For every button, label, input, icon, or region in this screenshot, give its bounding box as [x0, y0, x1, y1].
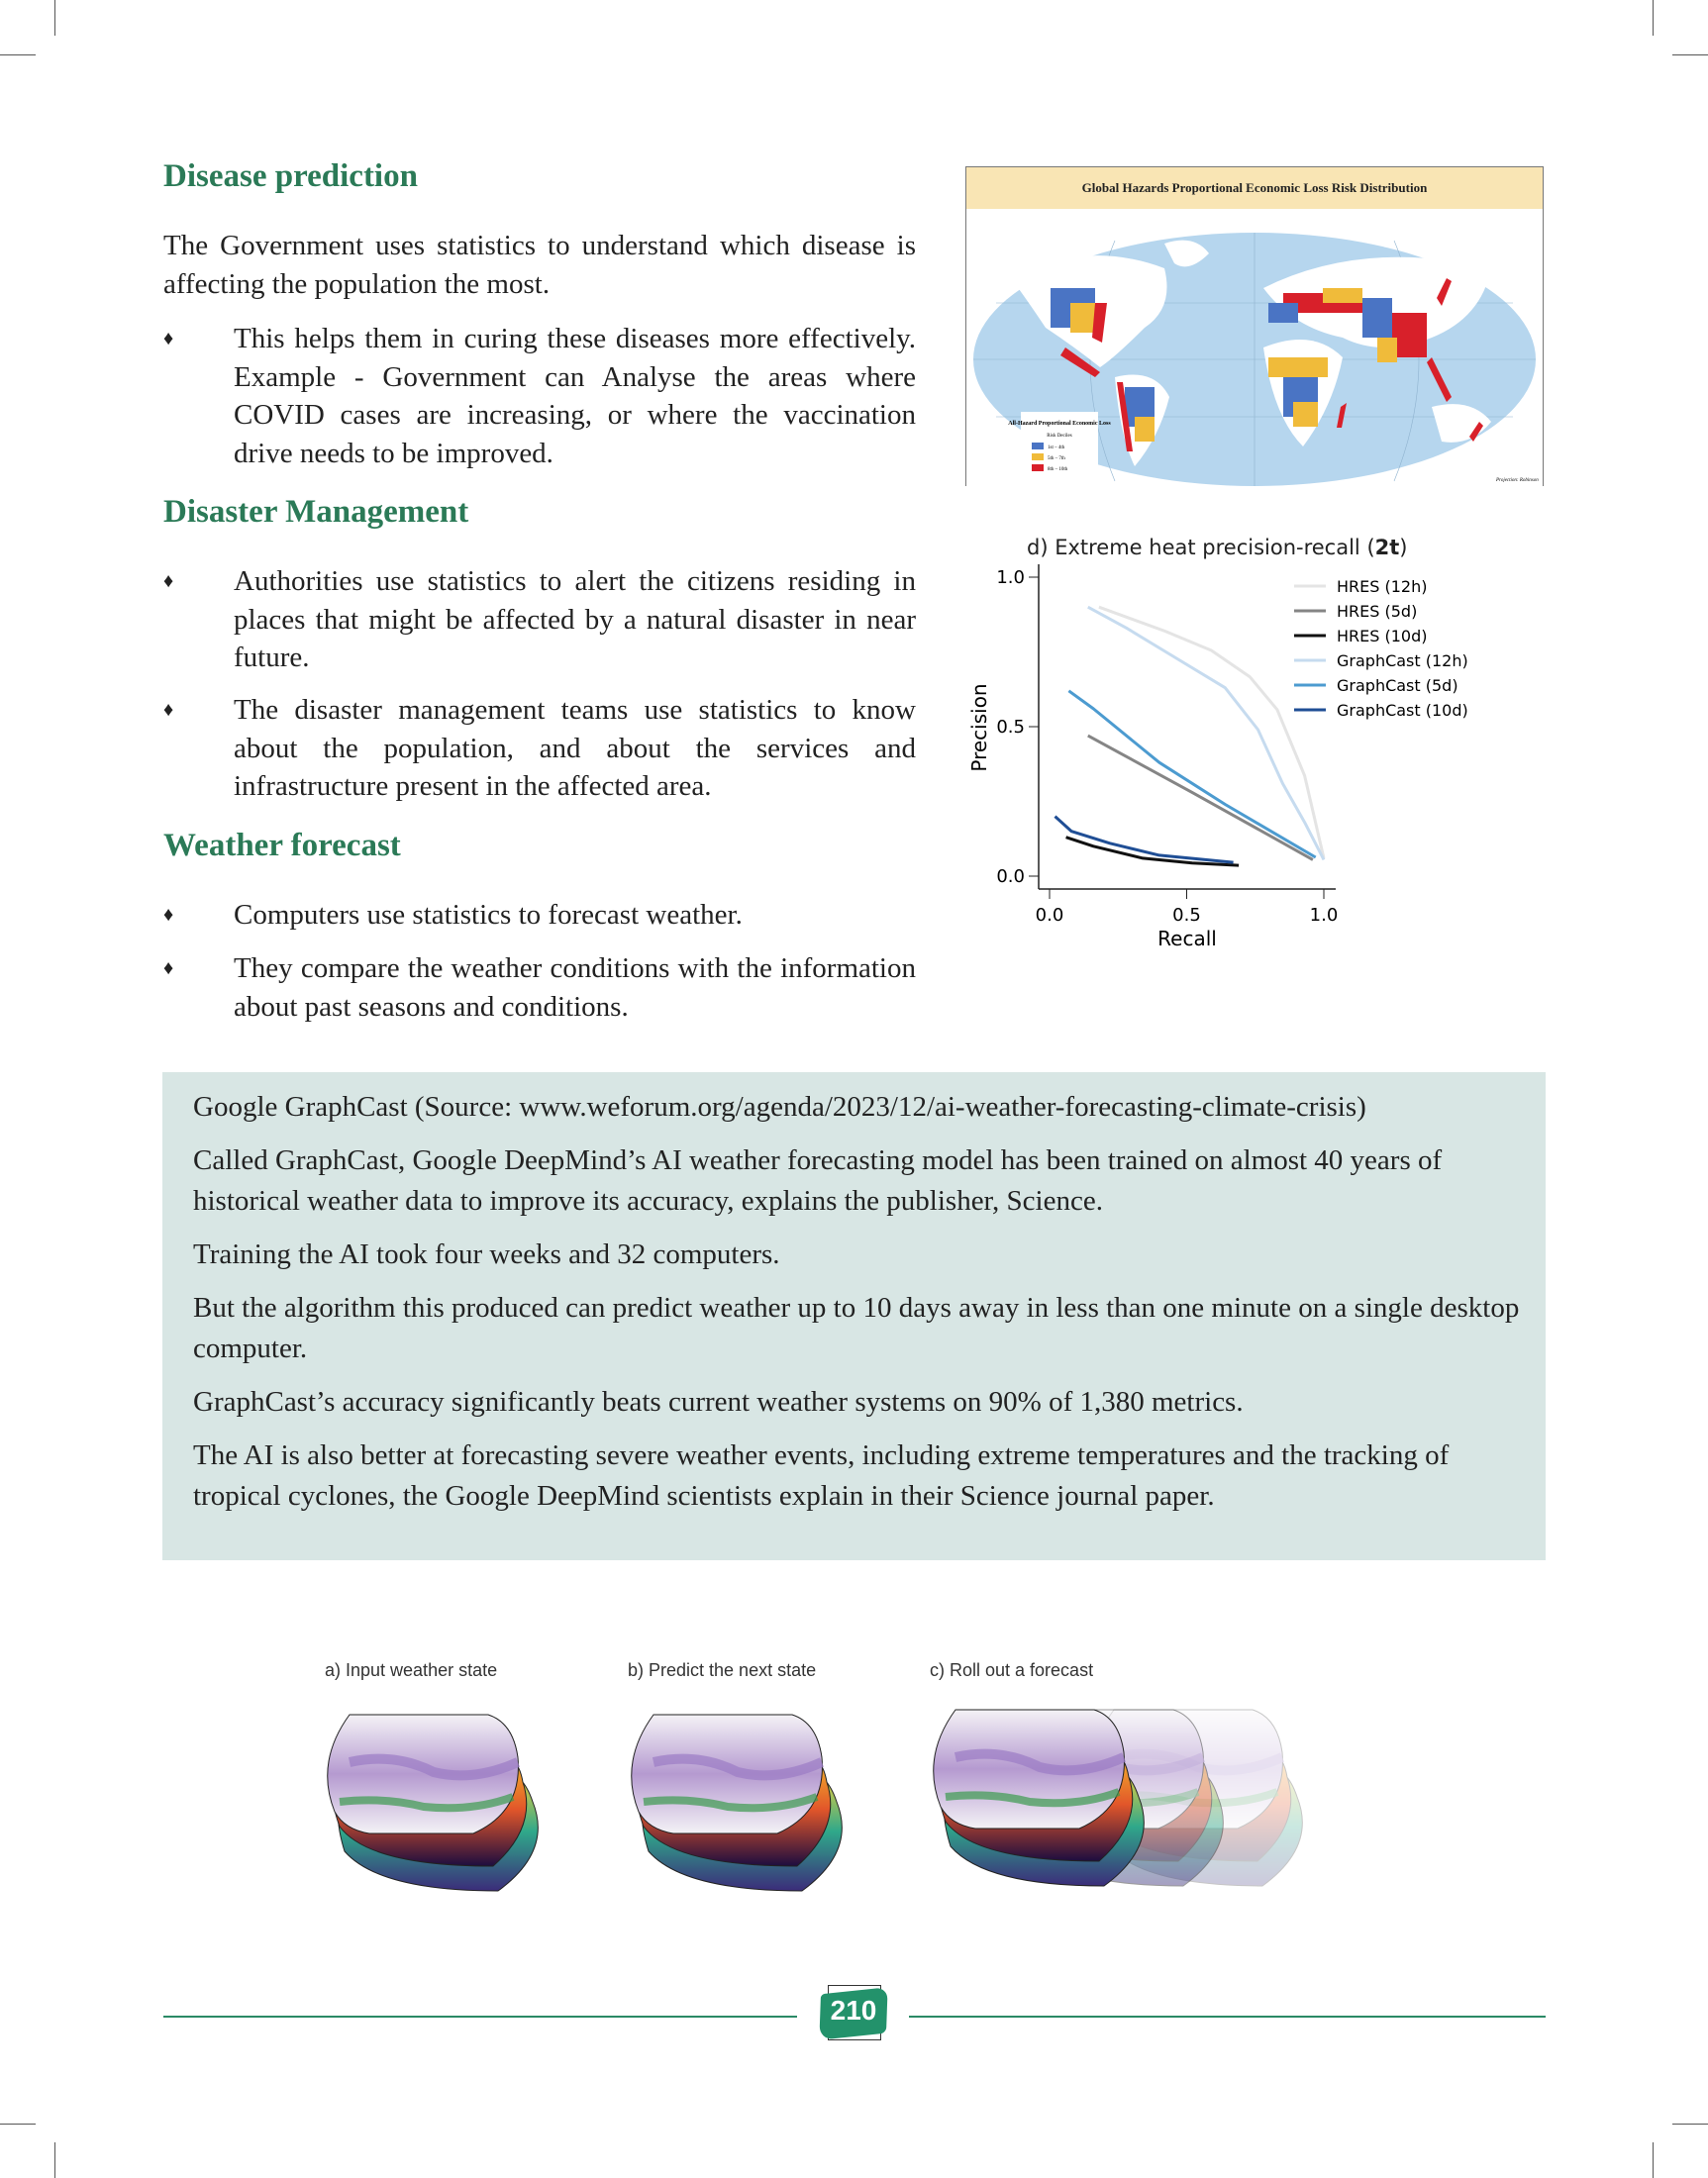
legend-label: GraphCast (5d)	[1337, 676, 1458, 695]
graphcast-globes-figure	[307, 1703, 1416, 1901]
info-paragraph: Training the AI took four weeks and 32 computers.	[193, 1238, 780, 1270]
y-tick-label: 1.0	[996, 567, 1025, 588]
x-tick-label: 1.0	[1309, 905, 1339, 926]
crop-mark	[54, 2142, 55, 2178]
section-heading-weather: Weather forecast	[163, 828, 401, 863]
section-heading-disaster: Disaster Management	[163, 494, 469, 530]
footer-rule-left	[163, 2016, 797, 2018]
globe-input-state	[328, 1715, 539, 1891]
disease-intro: The Government uses statistics to understand which disease is affecting the population the most.	[163, 230, 916, 300]
y-tick-label: 0.5	[996, 717, 1025, 738]
crop-mark	[1653, 0, 1654, 36]
series-line-hres-5d	[1088, 736, 1313, 859]
diamond-bullet-icon: ♦	[163, 699, 174, 721]
diamond-bullet-icon: ♦	[163, 904, 174, 926]
list-item: ♦ Computers use statistics to forecast weather.	[163, 896, 916, 935]
section-heading-disease: Disease prediction	[163, 158, 418, 194]
page-number-badge	[818, 1983, 887, 2040]
legend-label: HRES (10d)	[1337, 627, 1428, 645]
map-legend	[1008, 412, 1111, 483]
info-paragraph: GraphCast’s accuracy significantly beats current weather systems on 90% of 1,380 metrics.	[193, 1386, 1244, 1418]
figure-label-a: a) Input weather state	[325, 1660, 498, 1680]
chart-title: d) Extreme heat precision-recall (2t)	[1027, 536, 1408, 559]
legend-label: HRES (12h)	[1337, 577, 1428, 596]
list-item: ♦ They compare the weather conditions with the information about past seasons and conditions.	[163, 949, 916, 1026]
y-tick-label: 0.0	[996, 866, 1025, 887]
series-line-graphcast-10d	[1055, 817, 1234, 863]
diamond-bullet-icon: ♦	[163, 957, 174, 979]
diamond-bullet-icon: ♦	[163, 570, 174, 592]
map-title: Global Hazards Proportional Economic Loss Risk Distribution	[966, 167, 1543, 209]
figure-label-c: c) Roll out a forecast	[930, 1660, 1094, 1680]
list-item: ♦ The disaster management teams use statistics to know about the population, and about the services and infrastructure present in the affected area.	[163, 691, 916, 806]
x-axis-label: Recall	[1157, 927, 1217, 950]
legend-label: GraphCast (12h)	[1337, 651, 1468, 670]
footer-rule-right	[909, 2016, 1546, 2018]
svg-text:5th – 7th: 5th – 7th	[1048, 456, 1065, 461]
crop-mark	[1672, 54, 1708, 55]
diamond-bullet-icon: ♦	[163, 328, 174, 349]
svg-text:Risk Deciles: Risk Deciles	[1047, 434, 1072, 439]
x-tick-label: 0.5	[1172, 905, 1201, 926]
map-projection: Projection: Robinson	[1496, 478, 1539, 483]
world-map	[966, 209, 1543, 486]
svg-text:1st – 4th: 1st – 4th	[1048, 446, 1065, 450]
crop-mark	[0, 54, 36, 55]
globe-rollout-1	[934, 1710, 1145, 1886]
list-item: ♦ Authorities use statistics to alert the citizens residing in places that might be affected by a natural disaster in near future.	[163, 562, 916, 677]
y-axis-label: Precision	[967, 683, 991, 772]
info-paragraph: Called GraphCast, Google DeepMind’s AI weather forecasting model has been trained on almost 40 years of historical weather data to improve its accuracy, explains the publisher, Science.	[193, 1144, 1443, 1217]
crop-mark	[0, 2124, 36, 2125]
legend-label: GraphCast (10d)	[1337, 701, 1468, 720]
precision-recall-chart	[960, 525, 1555, 960]
svg-text:8th – 10th: 8th – 10th	[1048, 467, 1068, 472]
crop-mark	[54, 0, 55, 36]
x-tick-label: 0.0	[1035, 905, 1064, 926]
crop-mark	[1653, 2142, 1654, 2178]
hazard-map-figure	[965, 166, 1544, 486]
legend-label: HRES (5d)	[1337, 602, 1418, 621]
info-paragraph: But the algorithm this produced can predict weather up to 10 days away in less than one minute on a single desktop computer.	[193, 1292, 1520, 1364]
crop-mark	[1672, 2124, 1708, 2125]
list-item: ♦ This helps them in curing these diseases more effectively. Example - Government can Analyse the areas where COVID cases are increasing, or where the vaccination drive needs to be improved.	[163, 320, 916, 472]
figure-label-b: b) Predict the next state	[628, 1660, 817, 1680]
graphcast-info-box	[162, 1072, 1546, 1560]
page-number: 210	[830, 1995, 877, 2026]
info-paragraph: Google GraphCast (Source: www.weforum.org/agenda/2023/12/ai-weather-forecasting-climate-crisis)	[193, 1091, 1366, 1123]
svg-text:All-Hazard Proportional Econom: All-Hazard Proportional Economic Loss	[1008, 421, 1111, 427]
info-paragraph: The AI is also better at forecasting severe weather events, including extreme temperatures and the tracking of tropical cyclones, the Google DeepMind scientists explain in their Science journal paper.	[193, 1439, 1450, 1512]
series-line-hres-12h	[1099, 607, 1324, 858]
globe-next-state	[632, 1715, 843, 1891]
